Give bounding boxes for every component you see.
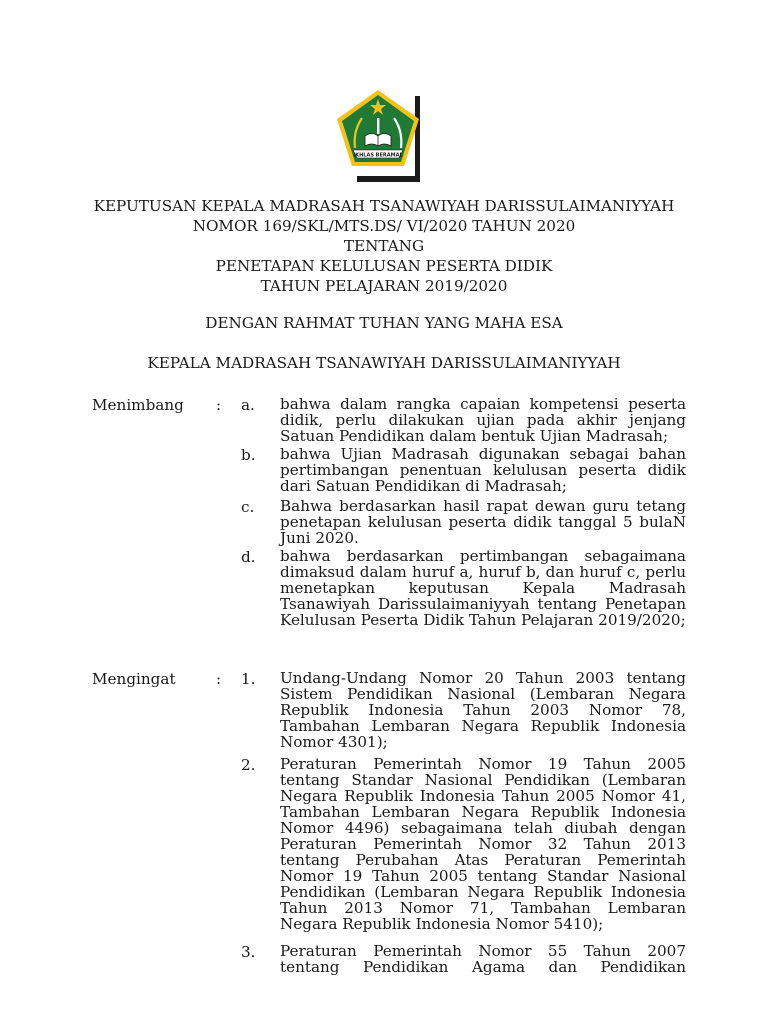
header-line-3: TENTANG bbox=[343, 237, 425, 255]
header-line-4: PENETAPAN KELULUSAN PESERTA DIDIK bbox=[215, 257, 553, 275]
menimbang-label: Menimbang bbox=[92, 396, 184, 414]
emblem-ribbon-text: IKHLAS BERAMAL bbox=[353, 152, 403, 159]
header-line-5: TAHUN PELAJARAN 2019/2020 bbox=[260, 277, 508, 295]
menimbang-item-a: bahwa dalam rangka capaian kompetensi peserta didik, perlu dilakukan ujian pada akhir jenjang Satuan Pendidikan dalam bentuk Ujian Madrasah; bbox=[280, 395, 686, 445]
mengingat-mark-3: 3. bbox=[241, 943, 256, 961]
menimbang-colon: : bbox=[216, 396, 222, 414]
invocation-line: DENGAN RAHMAT TUHAN YANG MAHA ESA bbox=[205, 314, 563, 332]
header-line-1: KEPUTUSAN KEPALA MADRASAH TSANAWIYAH DARISSULAIMANIYYAH bbox=[93, 197, 675, 215]
mengingat-mark-1: 1. bbox=[241, 670, 256, 688]
kementerian-agama-emblem-icon bbox=[335, 86, 431, 182]
menimbang-mark-c: c. bbox=[241, 498, 255, 516]
menimbang-mark-b: b. bbox=[241, 446, 256, 464]
mengingat-item-3: Peraturan Pemerintah Nomor 55 Tahun 2007 tentang Pendidikan Agama dan Pendidikan bbox=[280, 942, 686, 976]
header-line-2: NOMOR 169/SKL/MTS.DS/ VI/2020 TAHUN 2020 bbox=[192, 217, 576, 235]
mengingat-item-2: Peraturan Pemerintah Nomor 19 Tahun 2005 tentang Standar Nasional Pendidikan (Lembaran Negara Republik Indonesia Tahun 2005 Nomor 41, Tambahan Lembaran Negara Republik Indonesia Nomor 4496) sebagaimana telah diubah dengan Peraturan Pemerintah Nomor 32 Tahun 2013 tentang Perubahan Atas Peraturan Pemerintah Nomor 19 Tahun 2005 tentang Standar Nasional Pendidikan (Lembaran Negara Republik Indonesia Tahun 2013 Nomor 71, Tambahan Lembaran Negara Republik Indonesia Nomor 5410); bbox=[280, 755, 686, 933]
mengingat-item-1: Undang-Undang Nomor 20 Tahun 2003 tentang Sistem Pendidikan Nasional (Lembaran Negara Republik Indonesia Tahun 2003 Nomor 78, Tambahan Lembaran Negara Republik Indonesia Nomor 4301); bbox=[280, 669, 686, 751]
menimbang-item-d: bahwa berdasarkan pertimbangan sebagaimana dimaksud dalam huruf a, huruf b, dan huruf c, perlu menetapkan keputusan Kepala Madrasah Tsanawiyah Darissulaimaniyyah tentang Penetapan Kelulusan Peserta Didik Tahun Pelajaran 2019/2020; bbox=[280, 547, 686, 629]
mengingat-colon: : bbox=[216, 670, 222, 688]
issuer-line: KEPALA MADRASAH TSANAWIYAH DARISSULAIMANIYYAH bbox=[147, 354, 621, 372]
mengingat-label: Mengingat bbox=[92, 670, 176, 688]
decree-header bbox=[0, 196, 768, 296]
mengingat-mark-2: 2. bbox=[241, 756, 256, 774]
menimbang-mark-d: d. bbox=[241, 548, 256, 566]
menimbang-item-b: bahwa Ujian Madrasah digunakan sebagai bahan pertimbangan penentuan kelulusan peserta didik dari Satuan Pendidikan di Madrasah; bbox=[280, 445, 686, 495]
menimbang-item-c: Bahwa berdasarkan hasil rapat dewan guru tetang penetapan kelulusan peserta didik tanggal 5 bulaN Juni 2020. bbox=[280, 497, 686, 547]
menimbang-mark-a: a. bbox=[241, 396, 255, 414]
